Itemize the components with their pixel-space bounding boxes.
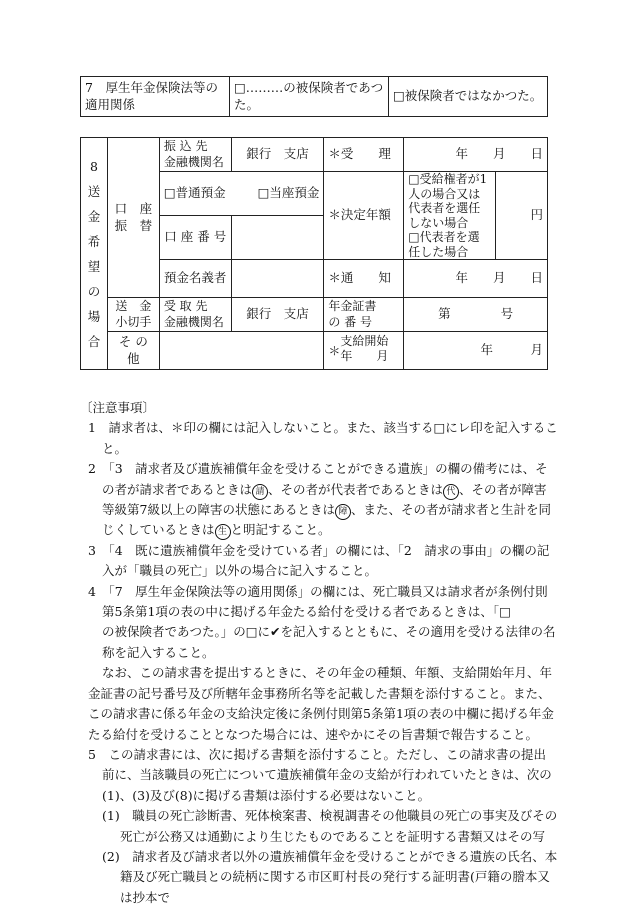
note-2: 2 「3 請求者及び遺族補償年金を受けることができる遺族」の欄の備考には、その者が請求者であるときは 請 、その者が代表者であるときは 代 、その者が障害等級第7級以上の障害の状態にあるときは 障 、また、その者が請求者と生計を同じくしているときは 生 と明記すること。 xyxy=(88,459,558,541)
circle-sho-icon: 障 xyxy=(335,504,351,520)
furikomi-bank-label: 振 込 先 金融機関名 xyxy=(159,138,231,172)
circle-dai-icon: 代 xyxy=(443,484,459,500)
section8-label: 8 送 金 希 望 の 場 合 xyxy=(81,138,108,370)
notes-section xyxy=(80,398,586,908)
note-4b: なお、この請求書を提出するときに、その年金の種類、年額、支給開始年月、年金証書の記号番号及び所轄年金事務所名等を記載した書類を添付すること。また、この請求書に係る年金の支給決定後に条例付則第5条第1項の表の中欄に掲げる年金たる給付を受けることとなつた場合には、速やかにその旨書類で報告すること。 xyxy=(88,665,554,742)
juri-label: ＊受 理 xyxy=(324,138,404,172)
section8-table xyxy=(80,137,548,370)
account-type-field[interactable] xyxy=(159,172,324,216)
kettei-options[interactable]: □受給権者が1人の場合又は代表者を選任しない場合 □代表者を選任した場合 xyxy=(404,172,496,260)
note-3: 3 「4 既に遺族補償年金を受けている者」の欄には、「2 請求の事由」の欄の記入が「職員の死亡」以外の場合に記入すること。 xyxy=(88,542,550,579)
account-number-field[interactable] xyxy=(231,216,324,260)
section7-option-insured[interactable]: □………の被保険者であつた。 xyxy=(230,77,389,117)
circle-sei2-icon: 生 xyxy=(215,524,231,540)
section7-label: 7 厚生年金保険法等の適用関係 xyxy=(81,77,230,117)
kettei-amount-field[interactable]: 円 xyxy=(496,172,548,260)
note-5-1: (1) 職員の死亡診断書、死体検案書、検視調書その他職員の死亡の事実及びその死亡が公務又は通勤により生じたものであることを証明する書類又はその写 xyxy=(102,808,558,844)
notes-header: 〔注意事項〕 xyxy=(80,400,156,415)
uketori-bank-label: 受 取 先 金融機関名 xyxy=(159,298,231,332)
toza-checkbox[interactable]: □当座預金 xyxy=(257,185,320,201)
account-number-label: 口 座 番 号 xyxy=(159,216,231,260)
koza-furikae-label: 口 座 振 替 xyxy=(107,138,159,298)
shosho-number-field[interactable]: 第 号 xyxy=(404,298,548,332)
tsuchi-label: ＊通 知 xyxy=(324,260,404,298)
note-5: 5 この請求書には、次に掲げる書類を添付すること。ただし、この請求書の提出前に、当該職員の死亡について遺族補償年金の支給が行われていたときは、次の(1)、(3)及び(8)に掲げる書類は添付する必要はないこと。 xyxy=(88,746,552,803)
section7-table xyxy=(80,76,548,117)
note-4: 4 「7 厚生年金保険法等の適用関係」の欄には、死亡職員又は請求者が条例付則第5条第1項の表の中に掲げる年金たる給付を受ける者であるときは、「□ の被保険者であつた。」の□に✔を記入するとともに、その適用を受ける法律の名称を記入すること。 xyxy=(88,583,586,660)
furikomi-bank-field[interactable]: 銀行 支店 xyxy=(231,138,324,172)
uketori-bank-field[interactable]: 銀行 支店 xyxy=(231,298,324,332)
kettei-label: ＊決定年額 xyxy=(324,172,404,260)
note-1: 1 請求者は、＊印の欄には記入しないこと。また、該当する□にレ印を記入すること。 xyxy=(88,420,558,456)
futsu-checkbox[interactable]: □普通預金 xyxy=(163,185,226,201)
tsuchi-date-field[interactable]: 年 月 日 xyxy=(404,260,548,298)
account-holder-label: 預金名義者 xyxy=(159,260,231,298)
shosho-label: 年金証書 の 番 号 xyxy=(324,298,404,332)
section7-option-not-insured[interactable]: □被保険者ではなかつた。 xyxy=(389,77,548,117)
kogitte-label: 送 金 小切手 xyxy=(107,298,159,332)
sonota-field[interactable] xyxy=(159,332,324,370)
circle-sei-icon: 請 xyxy=(252,484,268,500)
account-holder-field[interactable] xyxy=(231,260,324,298)
shikyu-label: ＊ 支給開始 年 月 xyxy=(324,332,404,370)
note-5-2: (2) 請求者及び請求者以外の遺族補償年金を受けることができる遺族の氏名、本籍及び死亡職員との続柄に関する市区町村長の発行する証明書(戸籍の謄本又は抄本で xyxy=(102,848,558,905)
juri-date-field[interactable]: 年 月 日 xyxy=(404,138,548,172)
sonota-label: そ の 他 xyxy=(107,332,159,370)
shikyu-date-field[interactable]: 年 月 xyxy=(404,332,548,370)
